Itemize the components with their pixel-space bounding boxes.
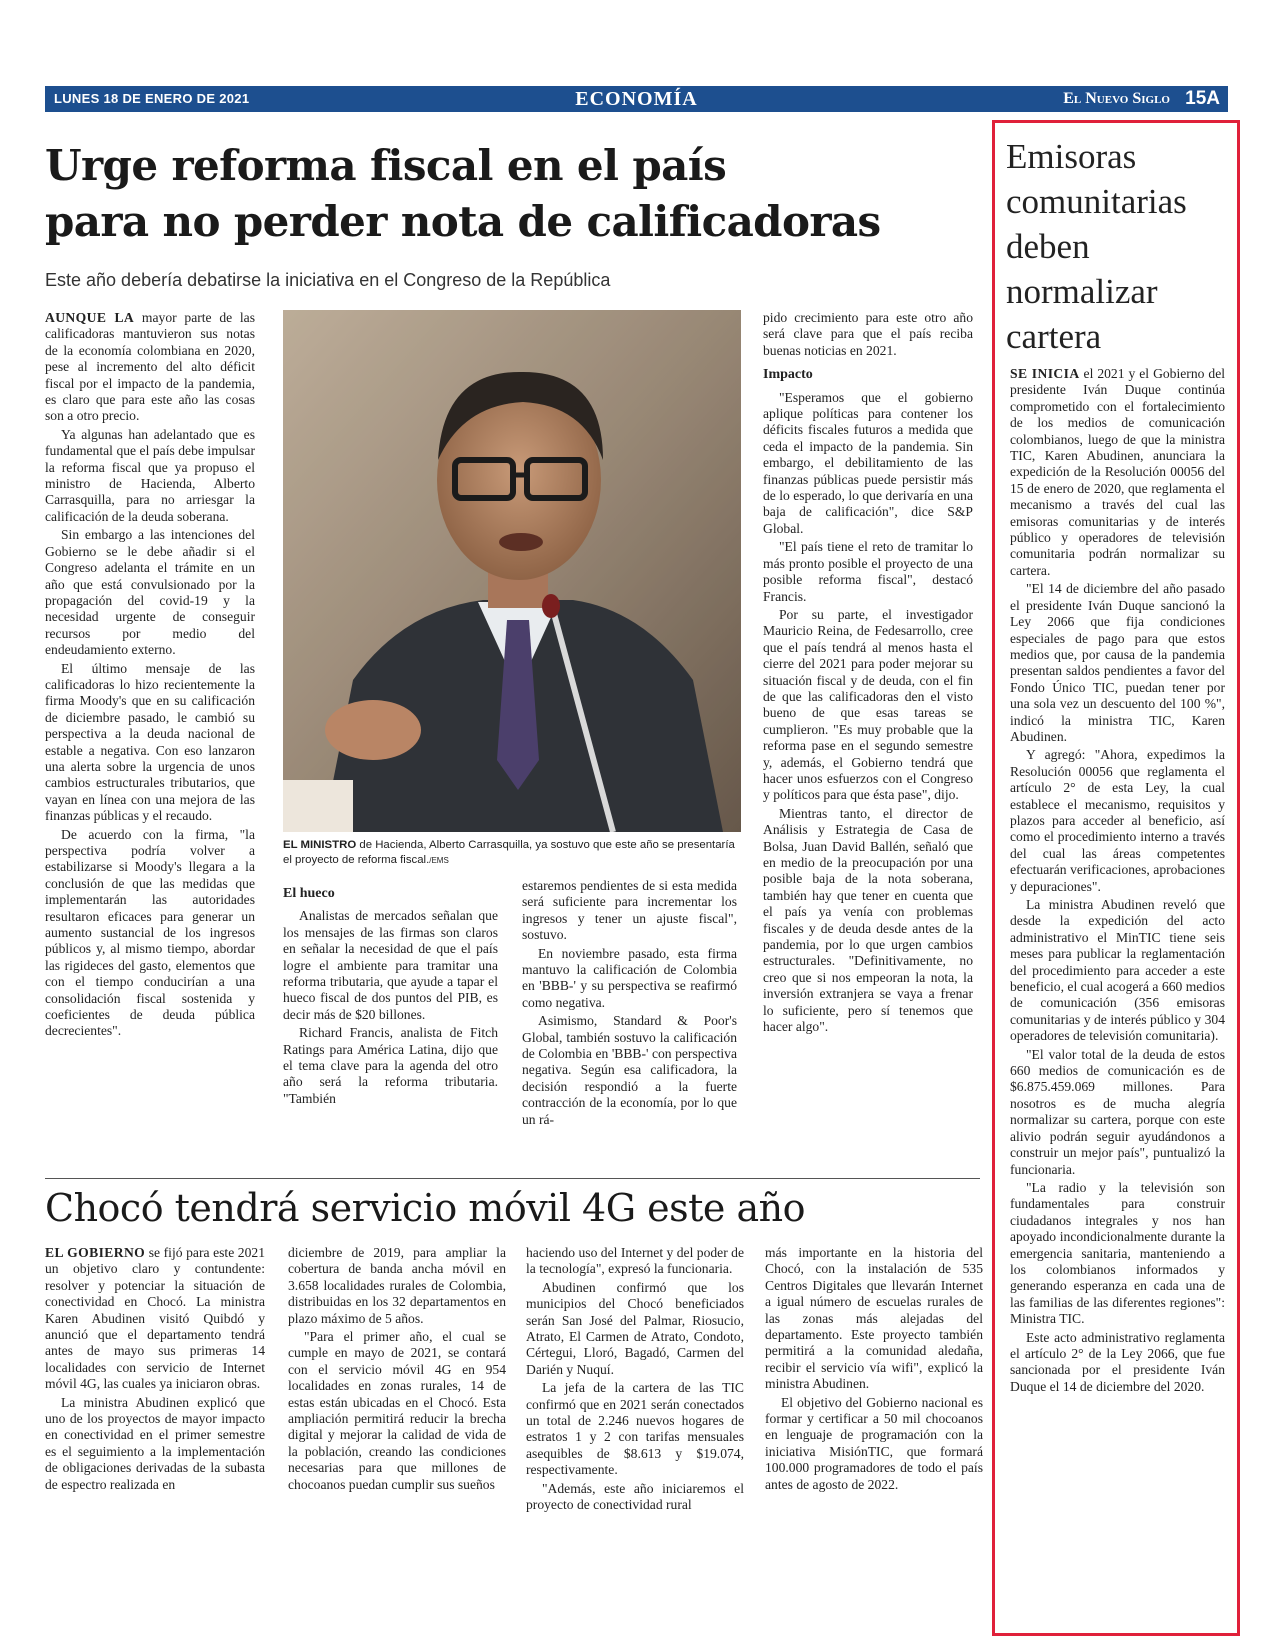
subheading: El hueco xyxy=(283,886,335,901)
article-column-4 xyxy=(763,310,973,1037)
paragraph: Richard Francis, analista de Fitch Ratings para América Latina, dijo que el tema clave para la agenda del otro año será la reforma tributaria. "También xyxy=(283,1025,498,1106)
article-2-column-4 xyxy=(765,1245,983,1495)
subheading: Impacto xyxy=(763,367,813,383)
paragraph: diciembre de 2019, para ampliar la cobertura de banda ancha móvil en 3.658 localidades rurales de Colombia, distribuidas en los 32 departamentos en plazo máximo de 5 años. xyxy=(288,1245,506,1326)
page-header-bar xyxy=(45,86,1228,112)
paragraph: "El país tiene el reto de tramitar lo más pronto posible el proyecto de una posible reforma fiscal", destacó Francis. xyxy=(763,539,973,604)
paragraph: La ministra Abudinen explicó que uno de los proyectos de mayor impacto en conectividad en el primer semestre es el seguimiento a la implementación de obligaciones derivadas de la subasta de espectro realizada en xyxy=(45,1394,265,1492)
article-column-2 xyxy=(283,878,498,1109)
section-name: ECONOMÍA xyxy=(575,88,698,110)
sidebar-headline: Emisoras comunitarias deben normalizar cartera xyxy=(1006,137,1187,356)
paragraph: Abudinen confirmó que los municipios del Chocó beneficiados serán San José del Palmar, Riosucio, Atrato, El Carmen de Atrato, Condoto, Cértegui, Lloró, Bagadó, Carmen del Darién y Nuquí. xyxy=(526,1279,744,1377)
page-number: 15A xyxy=(1185,88,1220,109)
paragraph: "El 14 de diciembre del año pasado el presidente Iván Duque sancionó la Ley 2066 que fija condiciones especiales de pago para que estos medios que, por causa de la pandemia presentan saldos pendientes a favor del Fondo Único TIC, puedan tener por una sola vez un descuento del 100 %", indicó la ministra TIC, Karen Abudinen. xyxy=(1010,581,1225,744)
article-2-headline: Chocó tendrá servicio móvil 4G este año xyxy=(45,1186,806,1230)
paragraph: Mientras tanto, el director de Análisis y Estrategia de Casa de Bolsa, Juan David Ballén, señaló que en medio de la preocupación por una posible baja de la nota soberana, también hay que tener en cuenta que el país ya venía con problemas fiscales y de deuda desde antes de la pandemia, por lo que urgen cambios estructurales. "Definitivamente, no creo que si nos empeoran la nota, la inversión extranjera se vaya a frenar lo suficiente, pero sí tenemos que hacer algo". xyxy=(763,805,973,1035)
paragraph: pido crecimiento para este otro año será clave para que el país reciba buenas noticias en 2021. xyxy=(763,310,973,358)
paragraph: más importante en la historia del Chocó, con la instalación de 535 Centros Digitales que llevarán Internet a igual número de escuelas rurales de las zonas más alejadas del departamento. Este proyecto también permitirá a la comunidad aledaña, recibir el servicio vía wifi", explicó la ministra Abudinen. xyxy=(765,1245,983,1392)
article-2-column-3 xyxy=(526,1245,744,1516)
lead-in: EL GOBIERNO xyxy=(45,1245,146,1260)
paragraph: El objetivo del Gobierno nacional es formar y certificar a 50 mil chocoanos en lenguaje de programación con la iniciativa MisiónTIC, que formará 100.000 programadores de todo el país antes de agosto de 2022. xyxy=(765,1394,983,1492)
minister-photo xyxy=(283,310,741,832)
paragraph: "Para el primer año, el cual se cumple en mayo de 2021, se contará con el servicio móvil 4G en 954 localidades en zonas rurales, 14 de estas están ubicadas en el Chocó. Esta ampliación permitirá reducir la brecha digital y mejorar la calidad de vida de la población, creando las condiciones necesarias para que millones de chocoanos puedan cumplir sus sueños xyxy=(288,1329,506,1492)
issue-date: LUNES 18 DE ENERO DE 2021 xyxy=(54,91,250,106)
paragraph: La ministra Abudinen reveló que desde la expedición del acto administrativo el MinTIC tiene seis meses para publicar la reglamentación del procedimiento para acceder a este beneficio, el cual acogerá a 660 medios de comunicación (356 emisoras comunitarias y de interés público y 304 operadores de televisión comunitaria). xyxy=(1010,897,1225,1044)
headline-line-1: Urge reforma fiscal en el país xyxy=(45,141,727,190)
paragraph: "Además, este año iniciaremos el proyecto de conectividad rural xyxy=(526,1480,744,1513)
article-subheadline: Este año debería debatirse la iniciativa en el Congreso de la República xyxy=(45,270,611,290)
paragraph: El último mensaje de las calificadoras lo hizo recientemente la firma Moody's que en su calificación de diciembre pasado, le cambió su perspectiva a la deuda nacional de estable a negativa. Con eso lanzaron una alerta sobre la urgencia de unos cambios estructurales tributarios, que vayan en línea con una mejora de las finanzas públicas y el recaudo. xyxy=(45,660,255,824)
paragraph: "El valor total de la deuda de estos 660 medios de comunicación es de $6.875.459.069 millones. Para nosotros es de mucha alegría normalizar su cartera, porque con este alivio podrán seguir ayudándonos a construir un mejor país", puntualizó la funcionaria. xyxy=(1010,1046,1225,1177)
lead-in: AUNQUE LA xyxy=(45,310,135,325)
caption-text: de Hacienda, Alberto Carrasquilla, ya sostuvo que este año se presentaría el proyecto de reforma fiscal. xyxy=(283,839,735,866)
paragraph: haciendo uso del Internet y del poder de la tecnología", expresó la funcionaria. xyxy=(526,1245,744,1277)
article-column-3 xyxy=(522,878,737,1130)
paragraph: Sin embargo a las intenciones del Gobierno se le debe añadir si el Congreso adelanta el trámite en un año que está convulsionado por la propagación del covid-19 y la necesidad urgente de conseguir recursos por medio del endeudamiento externo. xyxy=(45,527,255,658)
article-2-column-2 xyxy=(288,1245,506,1495)
photo-illustration xyxy=(283,310,741,832)
paragraph: "La radio y la televisión son fundamentales para construir ciudadanos integrales y nos han apoyado incondicionalmente durante la emergencia sanitaria, manteniendo a los colombianos informados y generando esperanza en cada una de las familias de las diferentes regiones": Ministra TIC. xyxy=(1010,1179,1225,1327)
paragraph: En noviembre pasado, esta firma mantuvo la calificación de Colombia en 'BBB-' y su perspectiva se reafirmó como negativa. xyxy=(522,945,737,1010)
article-2-column-1 xyxy=(45,1245,265,1495)
article-column-1 xyxy=(45,310,255,1042)
paragraph: La jefa de la cartera de las TIC confirmó que en 2021 serán conectados un total de 2.246 nuevos hogares de estratos 1 y 2 con tarifas mensuales asequibles de $8.613 y $19.074, respectivamente. xyxy=(526,1380,744,1478)
paragraph: De acuerdo con la firma, "la perspectiva podría volver a estabilizarse si Moody's llegara a la conclusión de que las medidas que implementarán las autoridades resultaron eficaces para generar un aumento sustancial de los ingresos públicos y, al mismo tiempo, abordar las rigideces del gasto, elementos que con el tiempo conducirían a una consolidación fiscal sostenida y coeficientes de deuda pública decrecientes". xyxy=(45,826,255,1039)
article-headline xyxy=(45,138,915,250)
lead-in: SE INICIA xyxy=(1010,366,1080,381)
paragraph: "Esperamos que el gobierno aplique políticas para contener los déficits fiscales futuros a medida que ceda el impacto de la pandemia. Sin embargo, el debilitamiento de las finanzas públicas puede persistir más de lo esperado, lo que derivaría en una baja de calificación", dice S&P Global. xyxy=(763,389,973,536)
sidebar-body xyxy=(1010,366,1225,1397)
paragraph: se fijó para este 2021 un objetivo claro y contundente: resolver y potenciar la situación de conectividad en Chocó. La ministra Karen Abudinen visitó Quibdó y anunció que el departamento tendrá antes de mayo sus primeras 14 localidades con servicio de Internet móvil 4G, las cuales ya iniciaron obras. xyxy=(45,1245,265,1392)
headline-line-2: para no perder nota de calificadoras xyxy=(45,196,881,246)
paragraph: Y agregó: "Ahora, expedimos la Resolución 00056 que reglamenta el artículo 2° de esta Ley, la cual establece el mecanismo, requisitos y plazos para acceder al beneficio, así como el procedimiento interno a través del cual las áreas competentes efectuarán verificaciones, aprobaciones y depuraciones". xyxy=(1010,747,1225,894)
section-divider xyxy=(45,1178,980,1179)
paragraph: estaremos pendientes de si esta medida será suficiente para incrementar los ingresos y tener un ajuste fiscal", sostuvo. xyxy=(522,878,737,943)
photo-credit: /EMS xyxy=(429,856,449,865)
photo-caption xyxy=(283,838,741,868)
paragraph: el 2021 y el Gobierno del presidente Iván Duque continúa comprometido con el fortalecimiento de los medios de comunicación colombianos, luego de que la ministra TIC, Karen Abudinen, anunciara la expedición de la Resolución 00056 del 15 de enero de 2020, que reglamenta el mecanismo a través del cual las emisoras comunitarias y de interés público y operadores de televisión comunitaria podrán normalizar su cartera. xyxy=(1010,366,1226,578)
caption-lead: EL MINISTRO xyxy=(283,839,357,851)
paragraph: Analistas de mercados señalan que los mensajes de las firmas son claros en señalar la necesidad de que el país logre el ambiente para tramitar una reforma tributaria, que ayude a tapar el hueco fiscal de dos puntos del PIB, es decir más de $20 billones. xyxy=(283,908,498,1022)
paragraph: Este acto administrativo reglamenta el artículo 2° de la Ley 2066, que fue sancionada por el presidente Iván Duque el 14 de diciembre del 2020. xyxy=(1010,1329,1225,1394)
paragraph: Por su parte, el investigador Mauricio Reina, de Fedesarrollo, cree que el país tendrá al menos hasta el cierre del 2021 para poder mejorar su situación fiscal y de deuda, con el fin de que las calificadoras den el visto bueno de que esas tareas se cumplieron. "Es muy probable que la reforma pase en el segundo semestre y, además, el Gobierno tendrá que hacer unos esfuerzos con el Congreso y políticos para que ésta pase", dijo. xyxy=(763,606,973,803)
paragraph: Asimismo, Standard & Poor's Global, también sostuvo la calificación de Colombia en 'BBB-' con perspectiva negativa. Según esa calificadora, la decisión respondió a la fuerte contracción de la economía, por lo que un rá- xyxy=(522,1013,737,1127)
paragraph: mayor parte de las calificadoras mantuvieron sus notas de la economía colombiana en 2020, pese al incremento del alto déficit fiscal por el impacto de la pandemia, es claro que para este año las cosas son a otro precio. xyxy=(45,310,256,424)
paragraph: Ya algunas han adelantado que es fundamental que el país debe impulsar la reforma fiscal que ya propuso el ministro de Hacienda, Alberto Carrasquilla, para no arriesgar la calificación de la deuda soberana. xyxy=(45,426,255,524)
newspaper-name: El Nuevo Siglo xyxy=(1063,90,1170,107)
